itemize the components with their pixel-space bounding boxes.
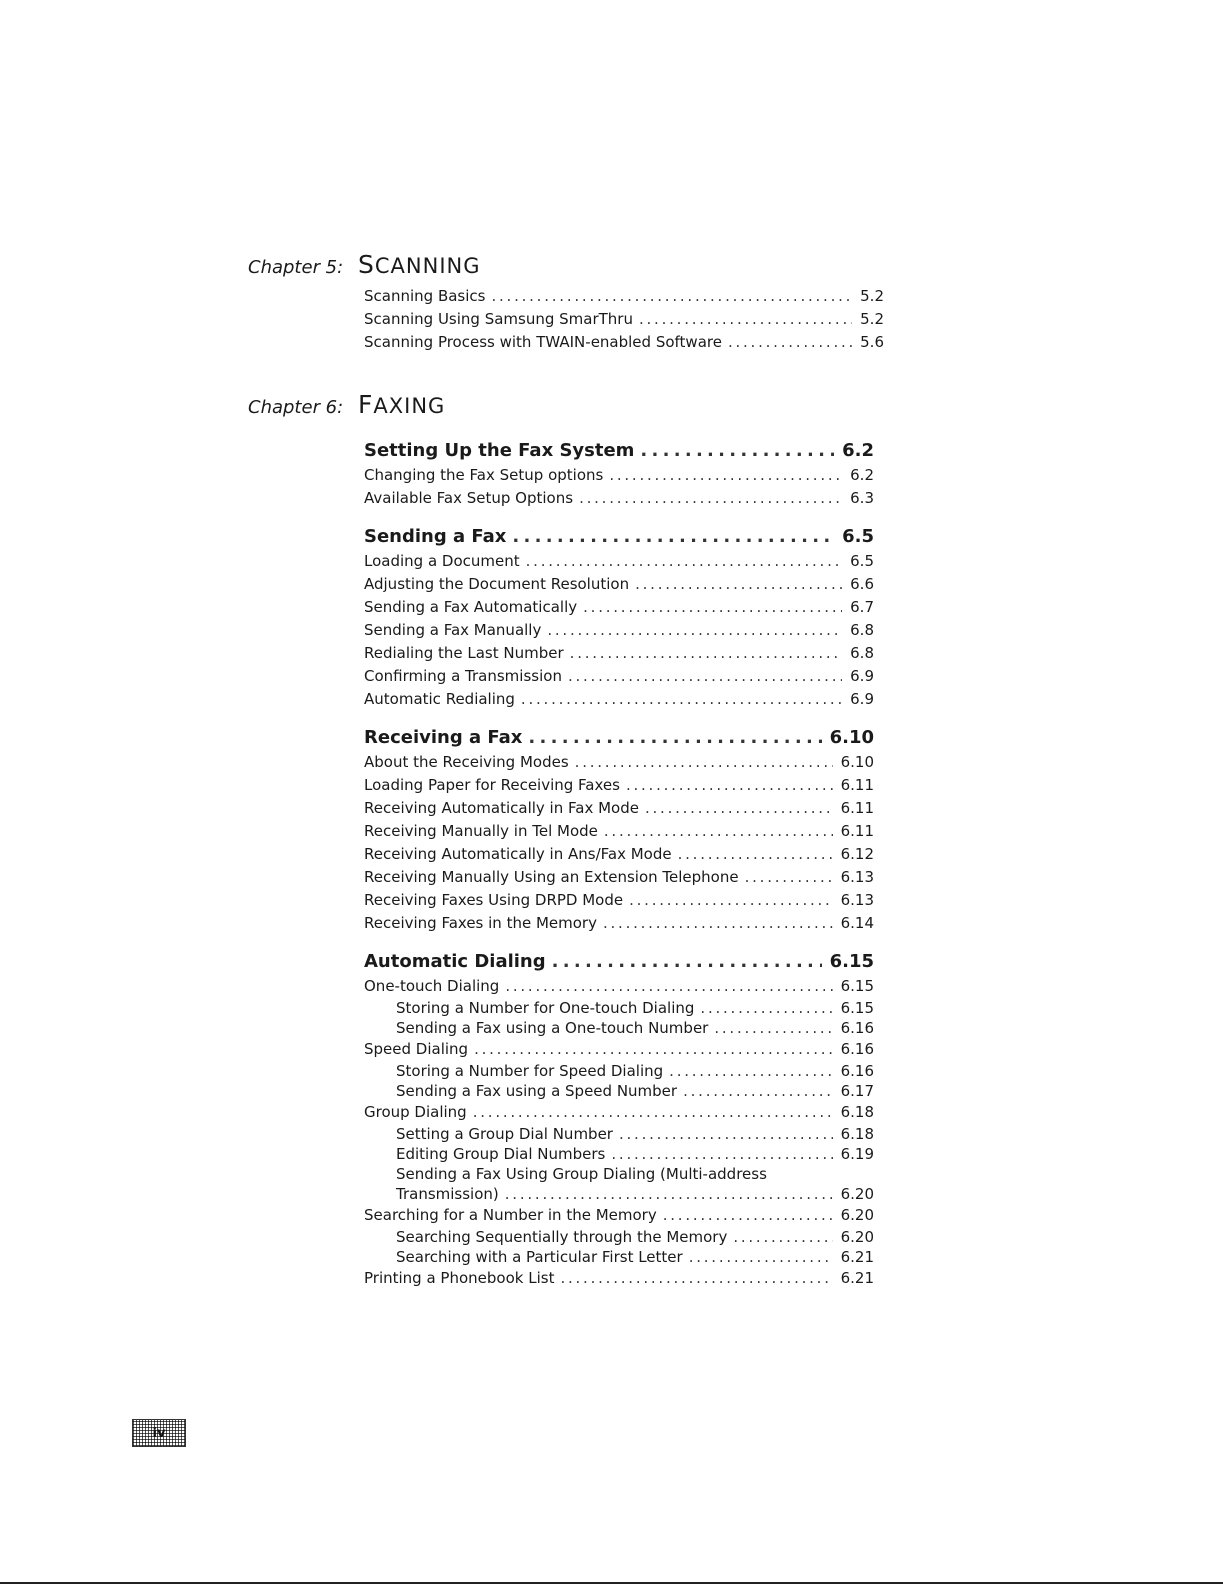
toc-entry[interactable]: Printing a Phonebook List . . . 6.21 [364, 1267, 874, 1290]
toc-entry[interactable]: One-touch Dialing . . . 6.15 [364, 975, 874, 998]
chapter-5-title-rest: CANNING [374, 254, 481, 278]
toc-subentry[interactable]: Sending a Fax using a One-touch Number . . . 6.16 [364, 1018, 874, 1038]
toc-subentry[interactable]: Storing a Number for Speed Dialing . . . 6.16 [364, 1061, 874, 1081]
toc-entry[interactable]: Sending a Fax Manually . . . 6.8 [364, 619, 874, 642]
toc-entry[interactable]: Scanning Process with TWAIN-enabled Software . . . 5.6 [364, 331, 884, 354]
toc-subentry[interactable]: Storing a Number for One-touch Dialing . . . 6.15 [364, 998, 874, 1018]
toc-subentry[interactable]: Searching with a Particular First Letter . . . 6.21 [364, 1247, 874, 1267]
chapter-5-label: Chapter 5: [248, 257, 344, 278]
page-number: iv [152, 1425, 166, 1441]
toc-entry[interactable]: Loading a Document . . . 6.5 [364, 550, 874, 573]
toc-entry[interactable]: Receiving Manually in Tel Mode . . . 6.11 [364, 820, 874, 843]
toc-entry[interactable]: Available Fax Setup Options . . . 6.3 [364, 487, 874, 510]
toc-section-heading[interactable]: Receiving a Fax . . . 6.10 [364, 725, 874, 751]
toc-subentry[interactable]: Searching Sequentially through the Memory . . . 6.20 [364, 1227, 874, 1247]
chapter-5-title [358, 250, 481, 279]
toc-subentry[interactable]: Setting a Group Dial Number . . . 6.18 [364, 1124, 874, 1144]
toc-entry[interactable]: Loading Paper for Receiving Faxes . . . 6.11 [364, 774, 874, 797]
toc-entry[interactable]: Confirming a Transmission . . . 6.9 [364, 665, 874, 688]
toc-entry[interactable]: Receiving Automatically in Fax Mode . . . 6.11 [364, 797, 874, 820]
page-number-badge [132, 1419, 186, 1447]
toc-subentry[interactable]: Transmission) . . . 6.20 [364, 1184, 874, 1204]
toc-entry[interactable]: Receiving Faxes Using DRPD Mode . . . 6.13 [364, 889, 874, 912]
toc-section-heading[interactable]: Automatic Dialing . . . 6.15 [364, 949, 874, 975]
chapter-6-label: Chapter 6: [248, 397, 344, 418]
chapter-5-heading [248, 250, 481, 279]
toc-entry[interactable]: About the Receiving Modes . . . 6.10 [364, 751, 874, 774]
chapter-6-title [358, 390, 445, 419]
toc-entry[interactable]: Receiving Faxes in the Memory . . . 6.14 [364, 912, 874, 935]
toc-entry[interactable]: Scanning Basics . . . 5.2 [364, 285, 884, 308]
chapter-6-heading [248, 390, 445, 419]
toc-entry[interactable]: Redialing the Last Number . . . 6.8 [364, 642, 874, 665]
toc-subentry[interactable]: Sending a Fax using a Speed Number . . . 6.17 [364, 1081, 874, 1101]
toc-entry[interactable]: Receiving Automatically in Ans/Fax Mode . . . 6.12 [364, 843, 874, 866]
toc-section-heading[interactable]: Sending a Fax . . . 6.5 [364, 524, 874, 550]
chapter-6-toc [364, 438, 874, 1290]
toc-entry[interactable]: Receiving Manually Using an Extension Telephone . . . 6.13 [364, 866, 874, 889]
chapter-5-toc [364, 285, 884, 354]
toc-entry[interactable]: Searching for a Number in the Memory . . . 6.20 [364, 1204, 874, 1227]
chapter-5-title-initial: S [358, 250, 375, 279]
toc-subentry[interactable]: Editing Group Dial Numbers . . . 6.19 [364, 1144, 874, 1164]
toc-entry[interactable]: Scanning Using Samsung SmarThru . . . 5.2 [364, 308, 884, 331]
toc-entry[interactable]: Group Dialing . . . 6.18 [364, 1101, 874, 1124]
toc-subentry-wrapped[interactable]: Sending a Fax Using Group Dialing (Multi-address [396, 1165, 767, 1183]
toc-entry[interactable]: Sending a Fax Automatically . . . 6.7 [364, 596, 874, 619]
toc-entry[interactable]: Adjusting the Document Resolution . . . 6.6 [364, 573, 874, 596]
toc-entry[interactable]: Automatic Redialing . . . 6.9 [364, 688, 874, 711]
toc-entry[interactable]: Speed Dialing . . . 6.16 [364, 1038, 874, 1061]
chapter-6-title-initial: F [358, 390, 374, 419]
toc-entry[interactable]: Changing the Fax Setup options . . . 6.2 [364, 464, 874, 487]
chapter-6-title-rest: AXING [373, 394, 446, 418]
toc-section-heading[interactable]: Setting Up the Fax System . . . 6.2 [364, 438, 874, 464]
